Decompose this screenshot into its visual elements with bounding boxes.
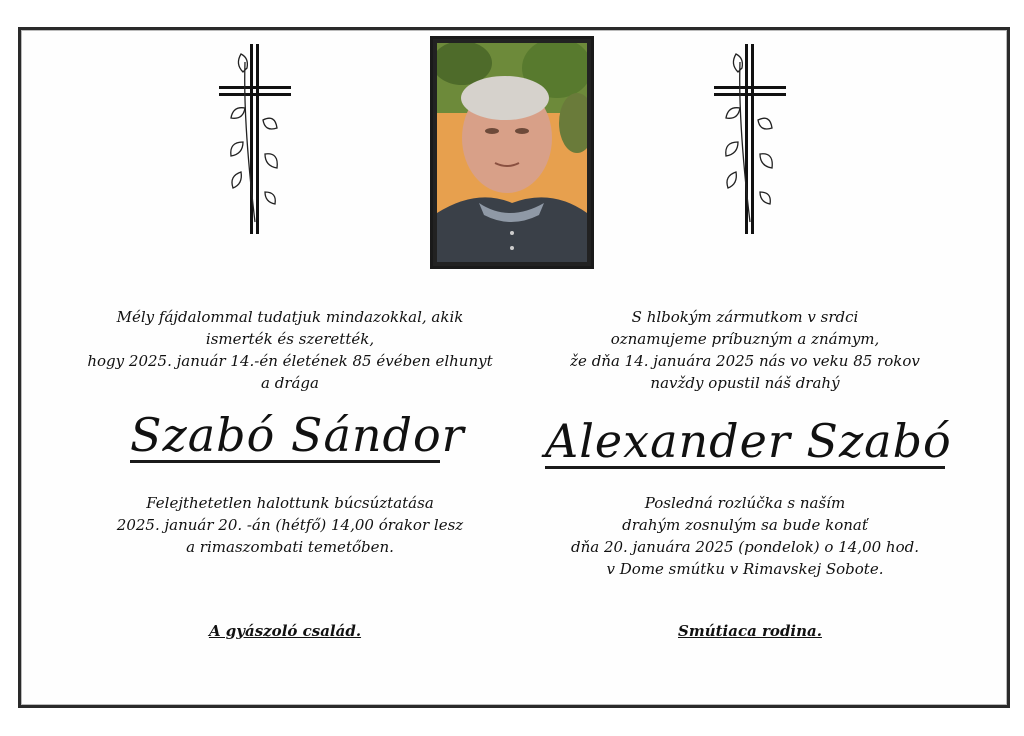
- hu-funeral-line: a rimaszombati temetőben.: [186, 538, 394, 556]
- hu-intro-line: a drága: [261, 374, 319, 392]
- sk-funeral-line: drahým zosnulým sa bude konať: [622, 516, 868, 534]
- hu-intro-line: Mély fájdalommal tudatjuk mindazokkal, akik: [116, 308, 464, 326]
- hu-intro-line: ismerték és szerették,: [205, 330, 375, 348]
- sk-funeral-line: Posledná rozlúčka s naším: [644, 494, 846, 512]
- sk-intro-line: že dňa 14. januára 2025 nás vo veku 85 rokov: [570, 352, 920, 370]
- sk-funeral-line: dňa 20. januára 2025 (pondelok) o 14,00 hod.: [570, 538, 919, 556]
- portrait-photo: [430, 36, 594, 269]
- slovak-name: [545, 414, 952, 469]
- hungarian-intro: [60, 306, 520, 394]
- hu-name-text: Szabó Sándor: [130, 408, 465, 462]
- left-cross-icon: [215, 42, 295, 242]
- right-cross-icon: [710, 42, 790, 242]
- sk-intro-line: navždy opustil náš drahý: [650, 374, 840, 392]
- hu-intro-line: hogy 2025. január 14.-én életének 85 évében elhunyt: [87, 352, 493, 370]
- sk-funeral-line: v Dome smútku v Rimavskej Sobote.: [606, 560, 884, 578]
- slovak-intro: [510, 306, 980, 394]
- sk-intro-line: oznamujeme príbuzným a známym,: [610, 330, 880, 348]
- hungarian-name: [130, 408, 465, 463]
- hu-funeral-line: Felejthetetlen halottunk búcsúztatása: [146, 494, 434, 512]
- hu-funeral-line: 2025. január 20. -án (hétfő) 14,00 órakor lesz: [116, 516, 464, 534]
- hungarian-funeral: [60, 492, 520, 558]
- slovak-signature: Smútiaca rodina.: [678, 622, 822, 640]
- hungarian-signature: A gyászoló család.: [208, 622, 362, 640]
- slovak-funeral: [510, 492, 980, 580]
- sk-name-text: Alexander Szabó: [545, 414, 952, 468]
- sk-intro-line: S hlbokým zármutkom v srdci: [631, 308, 859, 326]
